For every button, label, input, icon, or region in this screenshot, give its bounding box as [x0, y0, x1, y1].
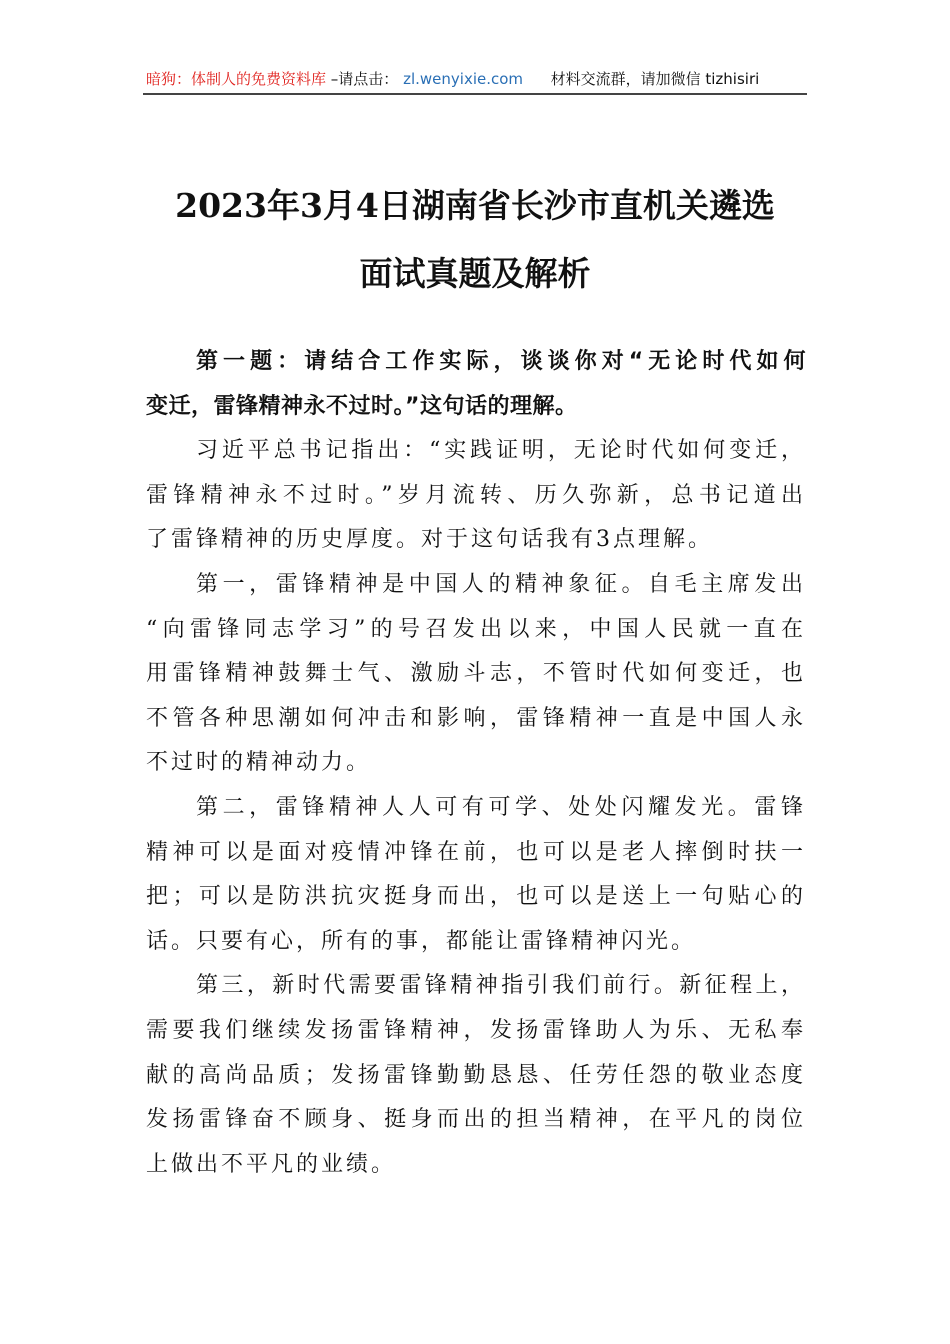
text-line: 用雷锋精神鼓舞士气、激励斗志，不管时代如何变迁，也	[146, 661, 806, 687]
answer-paragraph	[146, 964, 806, 1187]
text-line: 不管各种思潮如何冲击和影响，雷锋精神一直是中国人永	[146, 705, 806, 731]
header-contact: 材料交流群，请加微信 tizhisiri	[550, 70, 760, 88]
text-line: 雷锋精神永不过时。”岁月流转、历久弥新，总书记道出	[146, 482, 806, 508]
text-line: 第二，雷锋精神人人可有可学、处处闪耀发光。雷锋	[196, 794, 806, 820]
document-title-line-1: 2023年3月4日湖南省长沙市直机关遴选	[175, 186, 775, 225]
text-line: 发扬雷锋奋不顾身、挺身而出的担当精神，在平凡的岗位	[146, 1107, 806, 1133]
text-line: 精神可以是面对疫情冲锋在前，也可以是老人摔倒时扶一	[146, 839, 806, 865]
answer-paragraph	[146, 429, 806, 563]
text-line: 第三，新时代需要雷锋精神指引我们前行。新征程上，	[196, 973, 806, 999]
text-line: 第一题：请结合工作实际，谈谈你对“无论时代如何	[196, 349, 806, 374]
answer-paragraph	[146, 563, 806, 786]
text-line: 献的高尚品质；发扬雷锋勤勤恳恳、任劳任怨的敬业态度	[146, 1062, 806, 1088]
text-line: 需要我们继续发扬雷锋精神，发扬雷锋助人为乐、无私奉	[146, 1017, 806, 1043]
text-line: 习近平总书记指出：“实践证明，无论时代如何变迁，	[196, 438, 806, 464]
text-line: 第一，雷锋精神是中国人的精神象征。自毛主席发出	[196, 571, 806, 597]
text-line: 了雷锋精神的历史厚度。对于这句话我有3点理解。	[146, 527, 713, 553]
text-line: 话。只要有心，所有的事，都能让雷锋精神闪光。	[146, 928, 697, 954]
document-title-line-2: 面试真题及解析	[359, 254, 591, 293]
text-line: 变迁，雷锋精神永不过时。”这句话的理解。	[146, 393, 578, 419]
document-body	[146, 340, 806, 1187]
text-line: 把；可以是防洪抗灾挺身而出，也可以是送上一句贴心的	[146, 884, 806, 910]
text-line: “向雷锋同志学习”的号召发出以来，中国人民就一直在	[146, 616, 806, 642]
text-line: 不过时的精神动力。	[146, 750, 372, 776]
answer-paragraph	[146, 786, 806, 964]
header-prompt: –请点击：	[330, 70, 399, 88]
question-paragraph	[146, 340, 806, 429]
header-link[interactable]: zl.wenyixie.com	[403, 70, 524, 88]
header-divider	[143, 93, 807, 95]
page-header	[146, 68, 806, 92]
header-brand: 暗狗：体制人的免费资料库	[146, 70, 327, 88]
text-line: 上做出不平凡的业绩。	[146, 1151, 397, 1177]
